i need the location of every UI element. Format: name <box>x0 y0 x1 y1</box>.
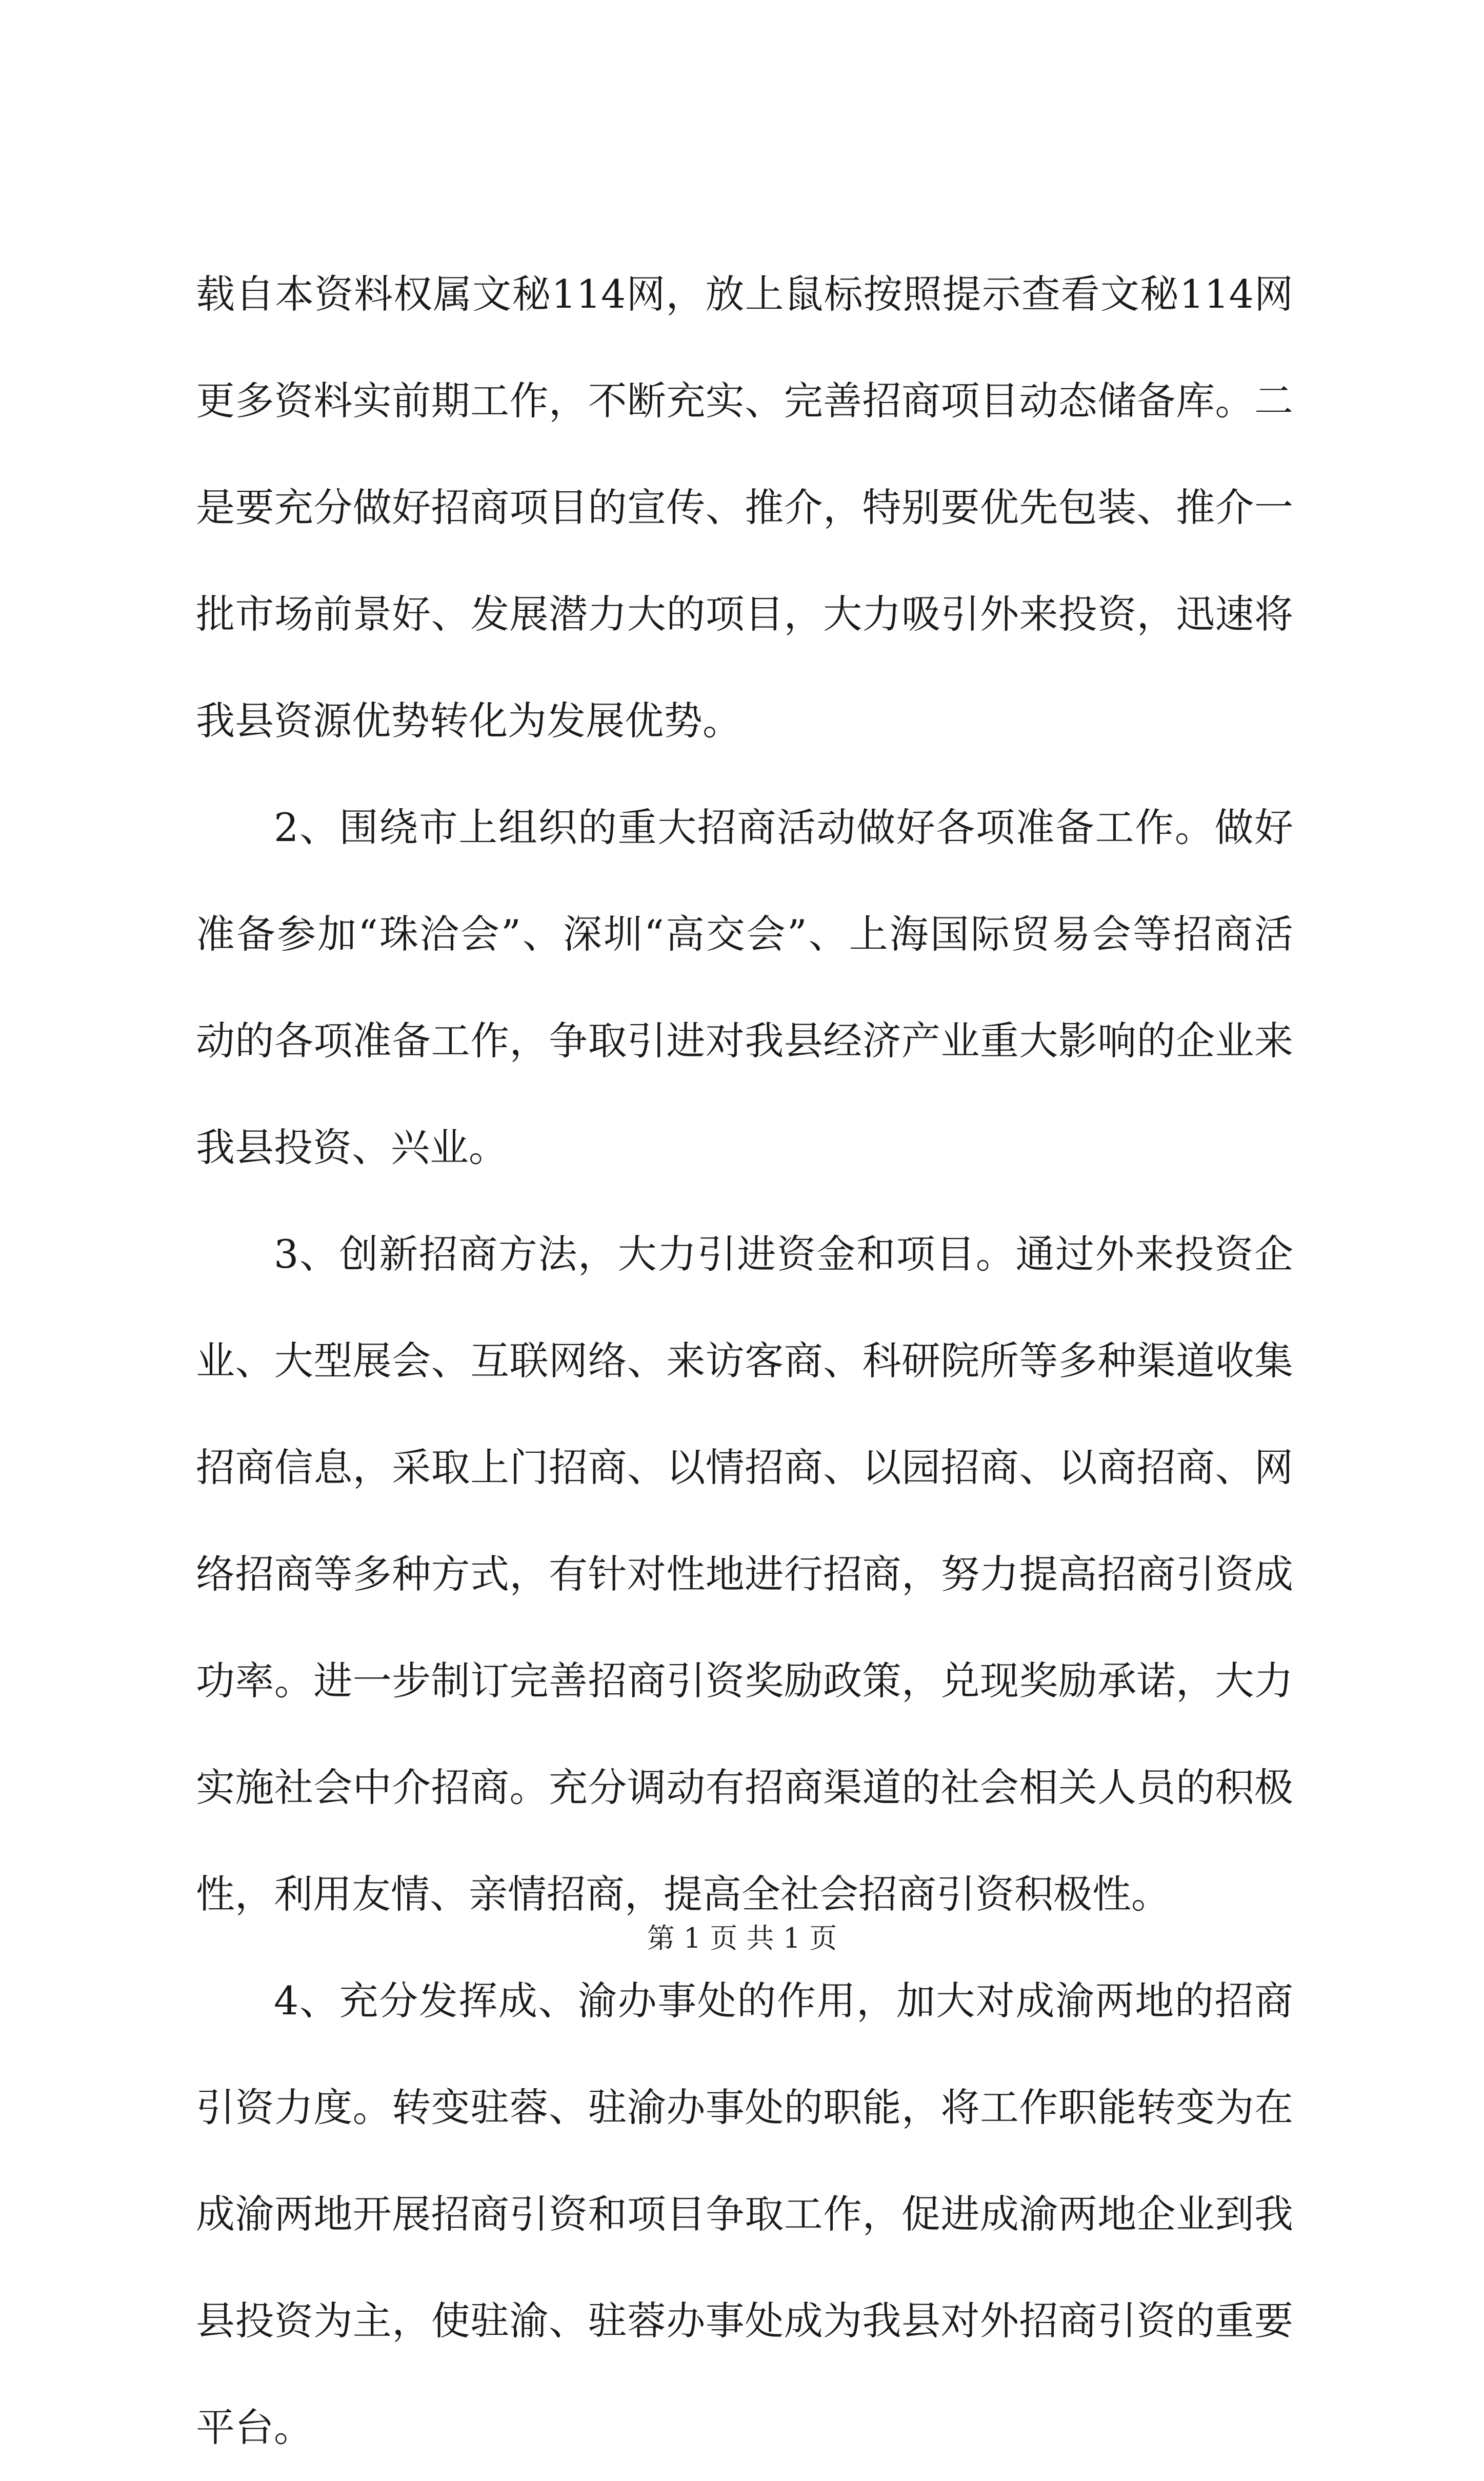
paragraph-line: 准备参加“珠洽会”、深圳“高交会”、上海国际贸易会等招商活 <box>196 911 1293 957</box>
paragraph-2 <box>196 774 1293 1201</box>
paragraph-line: 4、充分发挥成、渝办事处的作用，加大对成渝两地的招商 <box>274 1978 1293 2024</box>
paragraph-line: 我县资源优势转化为发展优势。 <box>196 698 741 744</box>
paragraph-4 <box>196 1948 1293 2481</box>
page-footer: 第 1 页 共 1 页 <box>647 1922 837 1954</box>
paragraph-3 <box>196 1201 1293 1948</box>
paragraph-line: 平台。 <box>196 2405 313 2450</box>
paragraph-line: 性，利用友情、亲情招商，提高全社会招商引资积极性。 <box>196 1871 1170 1917</box>
paragraph-line: 批市场前景好、发展潜力大的项目，大力吸引外来投资，迅速将 <box>196 591 1293 637</box>
paragraph-line: 载自本资料权属文秘114网，放上鼠标按照提示查看文秘114网 <box>196 271 1293 317</box>
paragraph-line: 招商信息，采取上门招商、以情招商、以园招商、以商招商、网 <box>196 1445 1293 1490</box>
paragraph-line: 我县投资、兴业。 <box>196 1125 508 1170</box>
paragraph-1 <box>196 241 1293 774</box>
paragraph-line: 引资力度。转变驻蓉、驻渝办事处的职能，将工作职能转变为在 <box>196 2085 1293 2130</box>
paragraph-line: 功率。进一步制订完善招商引资奖励政策，兑现奖励承诺，大力 <box>196 1658 1293 1704</box>
paragraph-line: 动的各项准备工作，争取引进对我县经济产业重大影响的企业来 <box>196 1018 1293 1064</box>
paragraph-line: 实施社会中介招商。充分调动有招商渠道的社会相关人员的积极 <box>196 1765 1293 1810</box>
paragraph-line: 业、大型展会、互联网络、来访客商、科研院所等多种渠道收集 <box>196 1338 1293 1384</box>
paragraph-line: 络招商等多种方式，有针对性地进行招商，努力提高招商引资成 <box>196 1551 1293 1597</box>
paragraph-line: 成渝两地开展招商引资和项目争取工作，促进成渝两地企业到我 <box>196 2191 1293 2237</box>
document-body <box>196 241 1293 2481</box>
paragraph-line: 3、创新招商方法，大力引进资金和项目。通过外来投资企 <box>274 1231 1293 1277</box>
paragraph-line: 县投资为主，使驻渝、驻蓉办事处成为我县对外招商引资的重要 <box>196 2298 1293 2344</box>
paragraph-line: 是要充分做好招商项目的宣传、推介，特别要优先包装、推介一 <box>196 485 1293 530</box>
paragraph-line: 更多资料实前期工作，不断充实、完善招商项目动态储备库。二 <box>196 378 1293 424</box>
paragraph-line: 2、围绕市上组织的重大招商活动做好各项准备工作。做好 <box>274 805 1293 850</box>
